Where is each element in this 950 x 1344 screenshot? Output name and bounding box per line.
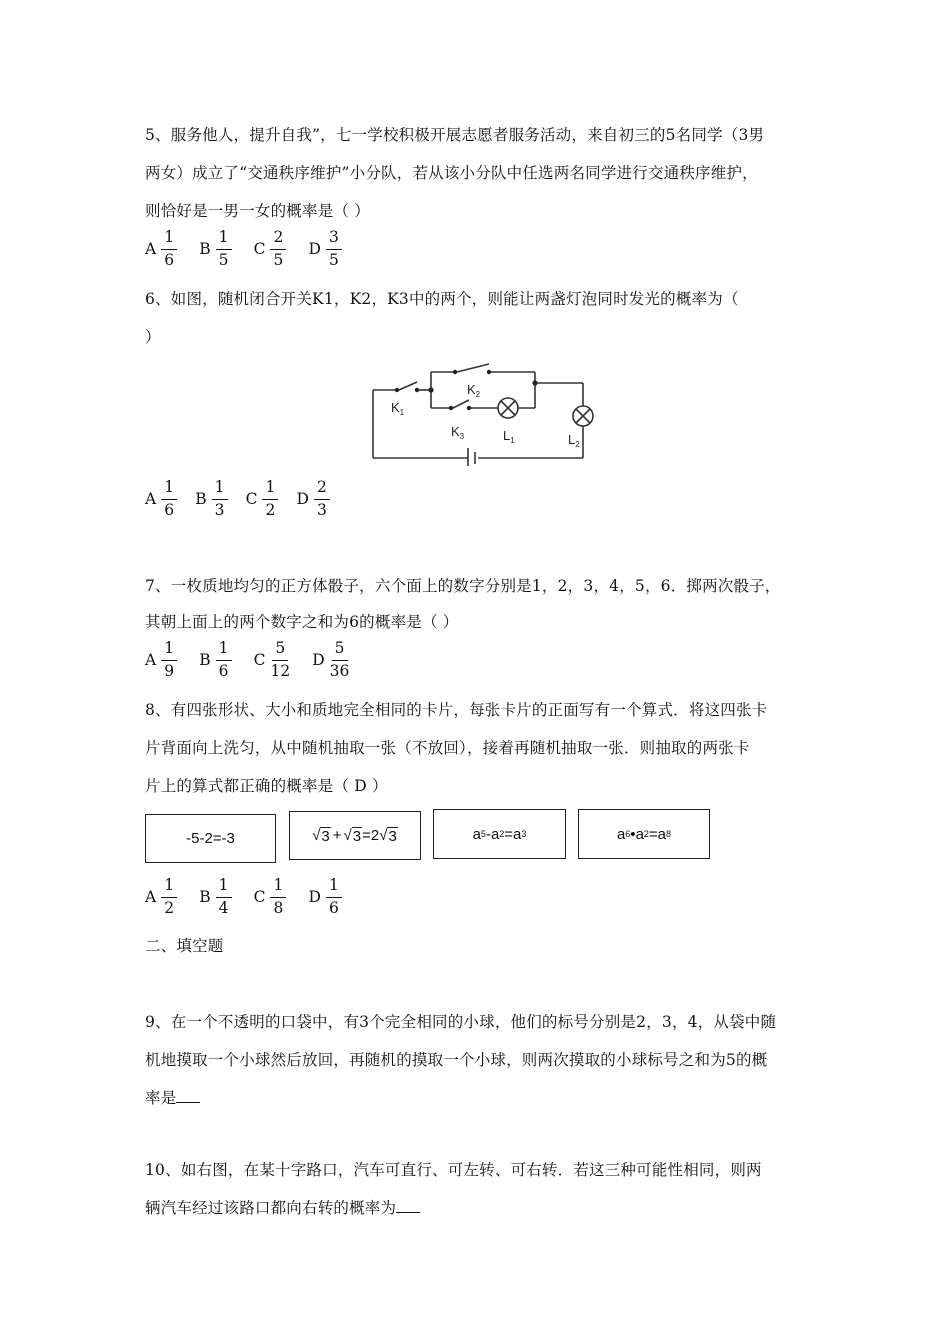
q6-options bbox=[145, 480, 352, 518]
q5-options bbox=[145, 230, 364, 268]
q7-options bbox=[145, 641, 371, 679]
q9-answer-blank bbox=[176, 1088, 200, 1103]
q10-line-1: 10、如右图，在某十字路口，汽车可直行、可左转、可右转．若这三种可能性相同，则两 bbox=[145, 1161, 762, 1179]
q7-line-2: 其朝上面上的两个数字之和为6的概率是（ ） bbox=[145, 613, 459, 631]
q6-line-2: ） bbox=[145, 328, 161, 346]
q6-option-d: D $\frac{2}{3}$ bbox=[296, 480, 329, 518]
q5-option-c: C $\frac{2}{5}$ bbox=[254, 230, 287, 268]
q8-option-b: B $\frac{1}{4}$ bbox=[199, 878, 231, 916]
q5-option-b: B $\frac{1}{5}$ bbox=[199, 230, 231, 268]
label-l2: $L_2$ bbox=[568, 432, 580, 449]
label-l1: $L_1$ bbox=[503, 428, 515, 445]
q7-option-d: D $\frac{5}{36}$ bbox=[312, 639, 350, 680]
q6-line-1: 6、如图，随机闭合开关K1，K2，K3中的两个，则能让两盏灯泡同时发光的概率为（ bbox=[145, 290, 739, 308]
section-title: 二、填空题 bbox=[145, 937, 224, 955]
q10-line-2: 辆汽车经过该路口都向右转的概率为 bbox=[145, 1196, 420, 1218]
q5-option-d: D $\frac{3}{5}$ bbox=[308, 230, 341, 268]
q5-option-a: A $\frac{1}{6}$ bbox=[145, 230, 177, 268]
q8-option-c: C $\frac{1}{8}$ bbox=[254, 878, 287, 916]
q8-line-1: 8、有四张形状、大小和质地完全相同的卡片，每张卡片的正面写有一个算式．将这四张卡 bbox=[145, 701, 768, 719]
q5-line-1: 5、服务他人，提升自我”，七一学校积极开展志愿者服务活动，来自初三的5名同学（3男 bbox=[145, 126, 765, 144]
q9-line-3: 率是 bbox=[145, 1086, 200, 1108]
card-3: a 5 - a 2 =a 3 bbox=[433, 809, 566, 859]
label-k2: $K_2$ bbox=[467, 382, 481, 399]
q9-line-2: 机地摸取一个小球然后放回，再随机的摸取一个小球，则两次摸取的小球标号之和为5的概 bbox=[145, 1051, 768, 1069]
card-4: a 6 • a 2 =a 8 bbox=[578, 809, 710, 859]
q7-option-c: C $\frac{5}{12}$ bbox=[253, 639, 291, 680]
label-k3: $K_3$ bbox=[451, 424, 465, 441]
q10-answer-blank bbox=[396, 1198, 420, 1213]
q6-option-c: C $\frac{1}{2}$ bbox=[246, 480, 279, 518]
q6-option-b: B $\frac{1}{3}$ bbox=[195, 480, 227, 518]
q8-option-a: A $\frac{1}{2}$ bbox=[145, 878, 177, 916]
q8-option-d: D $\frac{1}{6}$ bbox=[308, 878, 341, 916]
card-1: -5-2=-3 bbox=[145, 814, 276, 863]
q8-options bbox=[145, 878, 364, 916]
q9-line-1: 9、在一个不透明的口袋中，有3个完全相同的小球，他们的标号分别是2，3，4，从袋中随 bbox=[145, 1013, 777, 1031]
label-k1: $K_1$ bbox=[391, 400, 405, 417]
q5-line-3: 则恰好是一男一女的概率是（ ） bbox=[145, 202, 370, 220]
q8-line-3: 片上的算式都正确的概率是（ D ） bbox=[145, 777, 388, 795]
q8-line-2: 片背面向上洗匀，从中随机抽取一张（不放回），接着再随机抽取一张．则抽取的两张卡 bbox=[145, 739, 750, 757]
circuit-diagram bbox=[365, 360, 595, 470]
q7-option-b: B $\frac{1}{6}$ bbox=[199, 641, 231, 679]
card-2: √ 3 + √ 3 =2 √ 3 bbox=[289, 811, 421, 860]
q7-line-1: 7、一枚质地均匀的正方体骰子，六个面上的数字分别是1，2，3，4，5，6．掷两次骰子， bbox=[145, 577, 781, 595]
q5-line-2: 两女）成立了“交通秩序维护”小分队，若从该小分队中任选两名同学进行交通秩序维护， bbox=[145, 164, 758, 182]
q6-option-a: A $\frac{1}{6}$ bbox=[145, 480, 177, 518]
q7-option-a: A $\frac{1}{9}$ bbox=[145, 641, 177, 679]
